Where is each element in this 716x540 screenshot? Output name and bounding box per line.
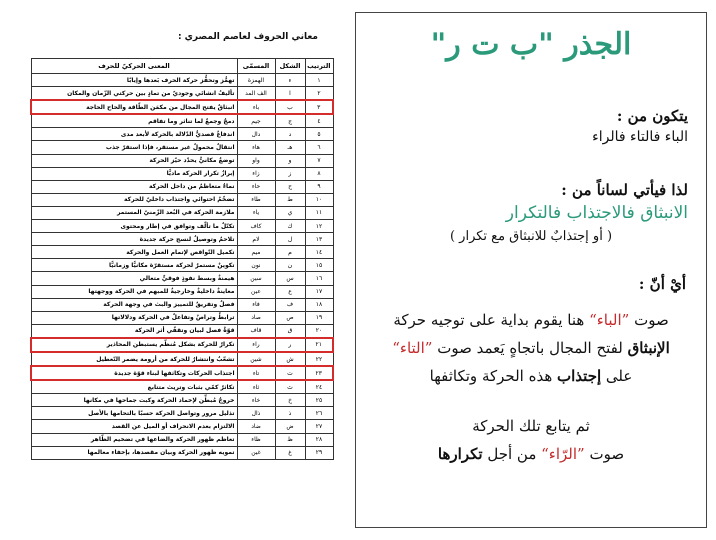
row-name: نون: [237, 259, 275, 272]
table-row: [31, 352, 333, 366]
row-meaning: انبثاقٌ يفتح المجال من مكمَن الطّاقة والحاح الحاجة: [31, 100, 237, 114]
panel-title: الجذر "ب ت ر": [430, 27, 632, 62]
ijtithab-bold: إجتذاب: [557, 367, 602, 385]
row-order: ٥: [305, 128, 333, 141]
row-name: دال: [237, 128, 275, 141]
row-shape: ر: [275, 338, 305, 352]
raa-highlight: ”الرّاء“: [541, 445, 585, 463]
header-order: الترتيب: [305, 59, 333, 74]
row-name: قاف: [237, 324, 275, 338]
row-meaning: تكاثرٌ كمّي بثبات وتريث متتابع: [31, 380, 237, 394]
row-name: راء: [237, 338, 275, 352]
row-meaning: توضعٌ مكانيٌّ يحدّد حيّز الحركة: [31, 154, 237, 167]
row-name: الهمزة: [237, 74, 275, 87]
table-row: [31, 74, 333, 87]
row-meaning: اندفاعٌ قصديٌّ الدّلالة بالحركة لأبعد مدى: [31, 128, 237, 141]
gives-label: لذا فيأتي لساناً من :: [561, 181, 688, 199]
row-meaning: تضخّمٌ احتوائي واجتذاب داخليّ للحركة: [31, 193, 237, 206]
row-meaning: تكميل التّواقص لإتمام العمل والحركة: [31, 246, 237, 259]
row-meaning: قوّةٌ فصل لبيان وتقفّي أثر الحركة: [31, 324, 237, 338]
letters-table-wrap: [30, 58, 332, 460]
row-order: ٩: [305, 180, 333, 193]
row-name: باء: [237, 100, 275, 114]
row-order: ١١: [305, 206, 333, 219]
table-header-row: [31, 59, 333, 74]
row-shape: ب: [275, 100, 305, 114]
row-name: ظاء: [237, 433, 275, 446]
row-order: ١٢: [305, 220, 333, 233]
row-meaning: اجتذاب الحركات وتكاثفها لبناء قوّة جديدة: [31, 366, 237, 380]
row-shape: د: [275, 128, 305, 141]
consists-label: يتكون من :: [616, 107, 688, 125]
row-meaning: دمجٌ وجمعٌ لما تناثر وما تفاقم: [31, 114, 237, 128]
table-row: [31, 298, 333, 311]
header-shape: الشكل: [275, 59, 305, 74]
table-row: [31, 233, 333, 246]
row-order: ٢٢: [305, 352, 333, 366]
table-row: [31, 220, 333, 233]
table-row: [31, 420, 333, 433]
row-meaning: تعاظم ظهور الحركة والضاعها في تضخيم الظّاهر: [31, 433, 237, 446]
row-meaning: فصلٌ وتفريقٌ للتمييز والبث في وجهة الحركة: [31, 298, 237, 311]
table-row: [31, 285, 333, 298]
meaning-label: أيْ أنّ :: [638, 275, 686, 293]
explanation-line-4: ثم يتابع تلك الحركة: [472, 417, 590, 435]
row-meaning: تكرارٌ للحركة بشكل مُنظَّم يستبطن المحاذير: [31, 338, 237, 352]
row-meaning: تذليل مرور وتواصل الحركة حسبًا بالتحامها بالأصل: [31, 407, 237, 420]
table-row: [31, 259, 333, 272]
table-row: [31, 311, 333, 324]
row-meaning: تلاحمٌ وتوصيلٌ لنسج حركة جديدة: [31, 233, 237, 246]
row-order: ٦: [305, 141, 333, 154]
row-shape: ط: [275, 193, 305, 206]
table-row: [31, 100, 333, 114]
row-shape: ث: [275, 380, 305, 394]
row-order: ٢٠: [305, 324, 333, 338]
table-row: [31, 380, 333, 394]
text-segment: هنا يقوم بداية على توجيه حركة: [393, 311, 590, 329]
row-shape: ش: [275, 352, 305, 366]
table-row: [31, 87, 333, 101]
row-shape: ز: [275, 167, 305, 180]
table-row: [31, 128, 333, 141]
row-name: واو: [237, 154, 275, 167]
row-name: كاف: [237, 220, 275, 233]
taa-highlight: ”التاء“: [392, 339, 433, 357]
row-order: ١٤: [305, 246, 333, 259]
row-order: ١٠: [305, 193, 333, 206]
row-meaning: هيمنةٌ وبسط نفوذٍ فوقيٍّ متعالي: [31, 272, 237, 285]
row-name: صاد: [237, 311, 275, 324]
row-order: ٧: [305, 154, 333, 167]
scan-title: معاني الحروف لعاصم المصري :: [177, 32, 318, 42]
row-order: ٢١: [305, 338, 333, 352]
header-name: المسمّى: [237, 59, 275, 74]
row-order: ١٨: [305, 298, 333, 311]
text-segment: هذه الحركة وتكاثفها: [429, 367, 558, 385]
row-shape: ظ: [275, 433, 305, 446]
row-order: ٣: [305, 100, 333, 114]
row-order: ١٥: [305, 259, 333, 272]
row-order: ٢٣: [305, 366, 333, 380]
text-segment: على: [601, 367, 633, 385]
row-order: ٢٤: [305, 380, 333, 394]
row-meaning: خروجٌ مُبطِّن لإخماد الحركة وكبت جماحها في مكانها: [31, 394, 237, 407]
row-shape: ا: [275, 87, 305, 101]
letters-table-body: [31, 74, 333, 460]
row-shape: و: [275, 154, 305, 167]
row-order: ١٦: [305, 272, 333, 285]
row-name: عين: [237, 285, 275, 298]
consists-value: الباء فالتاء فالراء: [592, 129, 688, 145]
text-segment: من أجل: [482, 445, 542, 463]
infiraj-bold: الإنبثاق: [627, 339, 670, 357]
table-row: [31, 193, 333, 206]
row-shape: ع: [275, 285, 305, 298]
row-name: حاء: [237, 180, 275, 193]
row-name: غين: [237, 446, 275, 459]
row-shape: س: [275, 272, 305, 285]
row-meaning: تكتّلٌ ما تألّف وتوافق في إطار ومحتوى: [31, 220, 237, 233]
row-name: ميم: [237, 246, 275, 259]
row-order: ١: [305, 74, 333, 87]
row-name: الف المد: [237, 87, 275, 101]
row-shape: ح: [275, 180, 305, 193]
table-row: [31, 394, 333, 407]
baa-highlight: ”الباء“: [589, 311, 630, 329]
table-row: [31, 272, 333, 285]
gives-note: ( أو إجتذابٌ للانبثاق مع تكرار ): [449, 229, 613, 244]
row-order: ٢٩: [305, 446, 333, 459]
row-name: سين: [237, 272, 275, 285]
row-meaning: ملازمة الحركة في البُعد الزّمنيّ المستمر: [31, 206, 237, 219]
row-meaning: تأليفُ انشائي وجوديّ من تمادٍ بين حركتي الزّمان والمكان: [31, 87, 237, 101]
row-meaning: انتقالٌ محمولٌ غير مستقر، فإذا استقرّ جذب: [31, 141, 237, 154]
row-shape: ف: [275, 298, 305, 311]
row-order: ٢٥: [305, 394, 333, 407]
row-shape: ض: [275, 420, 305, 433]
row-name: زاء: [237, 167, 275, 180]
row-shape: خ: [275, 394, 305, 407]
table-row: [31, 167, 333, 180]
explanation-line-3: [356, 367, 706, 385]
takrar-bold: تكرارها: [437, 445, 483, 463]
row-order: ٢٦: [305, 407, 333, 420]
row-meaning: تهمُّز وتحفُّز حركة الحرف بَعدها وإيابًا: [31, 74, 237, 87]
row-order: ٤: [305, 114, 333, 128]
scanned-letter-table-page: [12, 14, 330, 532]
row-name: ياء: [237, 206, 275, 219]
letters-table: [30, 58, 334, 460]
row-name: خاء: [237, 394, 275, 407]
row-order: ٢٨: [305, 433, 333, 446]
table-row: [31, 407, 333, 420]
row-shape: ج: [275, 114, 305, 128]
table-row: [31, 338, 333, 352]
table-row: [31, 433, 333, 446]
row-meaning: الالتزام بعدم الانحراف أو الميل عن القصد: [31, 420, 237, 433]
row-shape: ق: [275, 324, 305, 338]
row-name: فاء: [237, 298, 275, 311]
table-row: [31, 206, 333, 219]
row-shape: هـ: [275, 141, 305, 154]
row-meaning: تمويه ظهور الحركة وبيان مقصدها، بإخفاء معالمها: [31, 446, 237, 459]
row-name: طاء: [237, 193, 275, 206]
row-shape: ت: [275, 366, 305, 380]
root-explanation-panel: [355, 12, 707, 528]
table-row: [31, 324, 333, 338]
row-name: تاء: [237, 366, 275, 380]
row-order: ١٧: [305, 285, 333, 298]
text-segment: صوت: [584, 445, 625, 463]
row-order: ٢: [305, 87, 333, 101]
header-meaning: المعنى الحركيّ للحرف: [31, 59, 237, 74]
row-name: شين: [237, 352, 275, 366]
row-order: ١٩: [305, 311, 333, 324]
text-segment: لفتح المجال باتجاهٍ يَعمد صوت: [432, 339, 628, 357]
text-segment: صوت: [629, 311, 669, 329]
table-row: [31, 114, 333, 128]
row-shape: غ: [275, 446, 305, 459]
table-row: [31, 246, 333, 259]
row-name: هاء: [237, 141, 275, 154]
row-meaning: ترابطٌ وتراصٌ وتفاعلٌ في الحركة ودلالاتها: [31, 311, 237, 324]
table-row: [31, 141, 333, 154]
row-meaning: تكوينٌ مستمرٌ لحركة مستقرّة مكانيًّا وزمانيًّا: [31, 259, 237, 272]
row-shape: ء: [275, 74, 305, 87]
explanation-line-1: [356, 311, 706, 329]
table-row: [31, 180, 333, 193]
row-meaning: تشعّبٌ وانتشارٌ للحركة من أرومة يضمر التّعطيل: [31, 352, 237, 366]
explanation-line-5: [356, 445, 706, 463]
row-shape: ص: [275, 311, 305, 324]
row-name: ضاد: [237, 420, 275, 433]
row-name: جيم: [237, 114, 275, 128]
table-row: [31, 154, 333, 167]
row-shape: ي: [275, 206, 305, 219]
explanation-line-2: [356, 339, 706, 357]
row-name: لام: [237, 233, 275, 246]
row-shape: ذ: [275, 407, 305, 420]
row-order: ١٣: [305, 233, 333, 246]
row-shape: ل: [275, 233, 305, 246]
gives-value: الانبثاق فالاجتذاب فالتكرار: [505, 203, 688, 223]
row-order: ٨: [305, 167, 333, 180]
table-row: [31, 446, 333, 459]
row-name: ثاء: [237, 380, 275, 394]
row-shape: م: [275, 246, 305, 259]
row-order: ٢٧: [305, 420, 333, 433]
row-meaning: إبرازٌ تكرار الحركة ماديًّا: [31, 167, 237, 180]
row-meaning: نماءٌ متعاظمٌ من داخل الحركة: [31, 180, 237, 193]
row-shape: ك: [275, 220, 305, 233]
row-meaning: معاينةٌ داخليةٌ وخارجيةٌ للمبهم في الحركة ووجهتها: [31, 285, 237, 298]
row-shape: ن: [275, 259, 305, 272]
table-row: [31, 366, 333, 380]
row-name: ذال: [237, 407, 275, 420]
